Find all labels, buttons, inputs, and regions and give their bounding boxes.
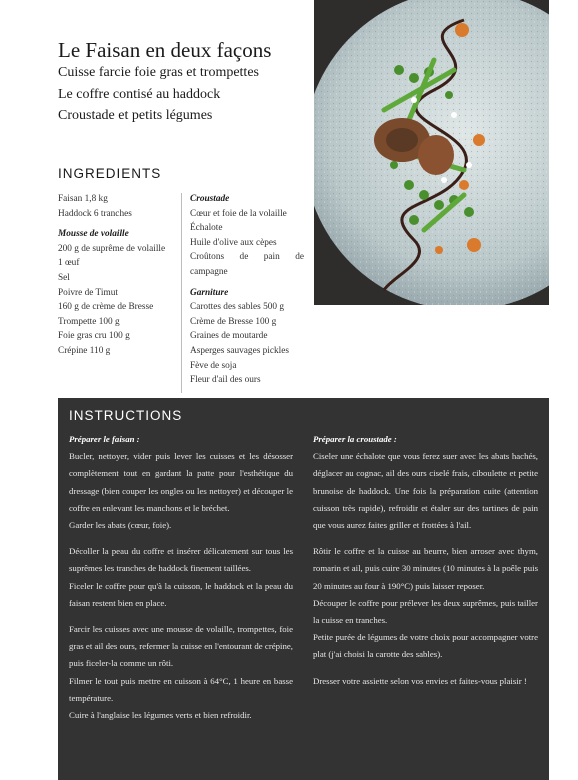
ingredients-right-column [190,192,304,388]
ingredient-item: Carottes des sables 500 g [190,302,284,313]
ingredient-item: Fève de soja [190,360,237,371]
instructions-subheading-croustade: Préparer la croustade : [313,434,397,444]
ingredient-item: Faisan 1,8 kg [58,194,108,204]
instruction-paragraph: Décoller la peau du coffre et insérer délicatement sur tous les suprêmes les tranches de haddock finement taillées. [69,546,293,574]
ingredient-item: Graines de moutarde [190,331,268,342]
ingredient-item: Haddock 6 tranches [58,208,132,219]
ingredient-item: 1 œuf [58,258,80,269]
instruction-paragraph: Filmer le tout puis mettre en cuisson à 64°C, 1 heure en basse température. [69,675,293,703]
ingredient-item: Crème de Bresse 100 g [190,316,277,327]
ingredient-item: Cœur et foie de la volaille [190,208,287,219]
ingredient-item: Fleur d'ail des ours [190,375,261,386]
ingredient-item: 160 g de crème de Bresse [58,302,154,313]
ingredient-item: Foie gras cru 100 g [58,331,130,342]
instructions-panel [58,398,549,780]
ingredients-heading: INGREDIENTS [58,166,162,181]
instruction-paragraph: Petite purée de légumes de votre choix pour accompagner votre plat (j'ai choisi la carotte des sables). [313,632,538,660]
ingredients-left-column [58,192,176,359]
subtitle-line-3: Croustade et petits légumes [58,108,213,123]
instructions-heading: INSTRUCTIONS [69,408,183,423]
instruction-paragraph: Découper le coffre pour prélever les deux suprêmes, puis tailler la cuisse en tranches. [313,597,538,626]
ingredient-item: 200 g de suprême de volaille [58,243,166,254]
instruction-paragraph: Garder les abats (cœur, foie). [69,520,172,531]
dish-photo [314,0,549,305]
ingredient-item: Asperges sauvages pickles [190,345,289,356]
ingredient-subheading-mousse: Mousse de volaille [58,229,129,240]
subtitle-line-2: Le coffre contisé au haddock [58,86,221,102]
instruction-paragraph: Rôtir le coffre et la cuisse au beurre, bien arroser avec thym, romarin et ail, puis cuire 30 minutes (10 minutes à la poêle puis 20 minutes au four à 190°C) puis laisser reposer. [313,546,538,591]
instructions-subheading-faisan: Préparer le faisan : [69,434,140,444]
subtitle-line-1: Cuisse farcie foie gras et trompettes [58,65,259,80]
ingredient-item: Échalote [190,223,223,234]
instruction-paragraph: Farcir les cuisses avec une mousse de volaille, trompettes, foie gras et ail des ours, refermer la cuisse en l'entourant de crépine, puis ficeler-la comme un rôti. [69,624,293,669]
ingredient-subheading-garniture: Garniture [190,287,229,298]
ingredient-item: Croûtons de pain de campagne [190,252,304,277]
instruction-paragraph: Bucler, nettoyer, vider puis lever les cuisses et les désosser complètement tout en gardant la patte pour l'esthétique du dressage (bien couper les ongles ou les nettoyer) et découper le coffre en enlevant les manchons et le bréchet. [69,451,293,513]
instruction-paragraph: Cuire à l'anglaise les légumes verts et bien refroidir. [69,710,252,721]
instruction-paragraph: Ficeler le coffre pour qu'à la cuisson, le haddock et la peau du faisan restent bien en place. [69,580,293,608]
ingredient-item: Crépine 110 g [58,345,111,356]
ingredient-item: Huile d'olive aux cèpes [190,237,277,248]
dish-illustration [314,0,549,305]
ingredients-divider [181,193,182,393]
ingredient-subheading-croustade: Croustade [190,194,230,204]
instructions-right-column [313,431,538,690]
ingredient-item: Sel [58,272,70,283]
instruction-paragraph: Ciseler une échalote que vous ferez suer avec les abats hachés, déglacer au cognac, ail des ours ciselé frais, ciboulette et petite brunoise de haddock. Une fois la préparation cuite (attention cuisson très rapide), refroidir et étaler sur des tartines de pain que vous aurez faites griller et frottées à l'ail. [313,451,538,531]
recipe-header [58,38,308,127]
instructions-left-column [69,431,293,724]
ingredient-item: Trompette 100 g [58,316,120,327]
recipe-title: Le Faisan en deux façons [58,38,272,62]
instruction-paragraph: Dresser votre assiette selon vos envies et faites-vous plaisir ! [313,675,527,686]
ingredient-item: Poivre de Timut [58,287,118,298]
